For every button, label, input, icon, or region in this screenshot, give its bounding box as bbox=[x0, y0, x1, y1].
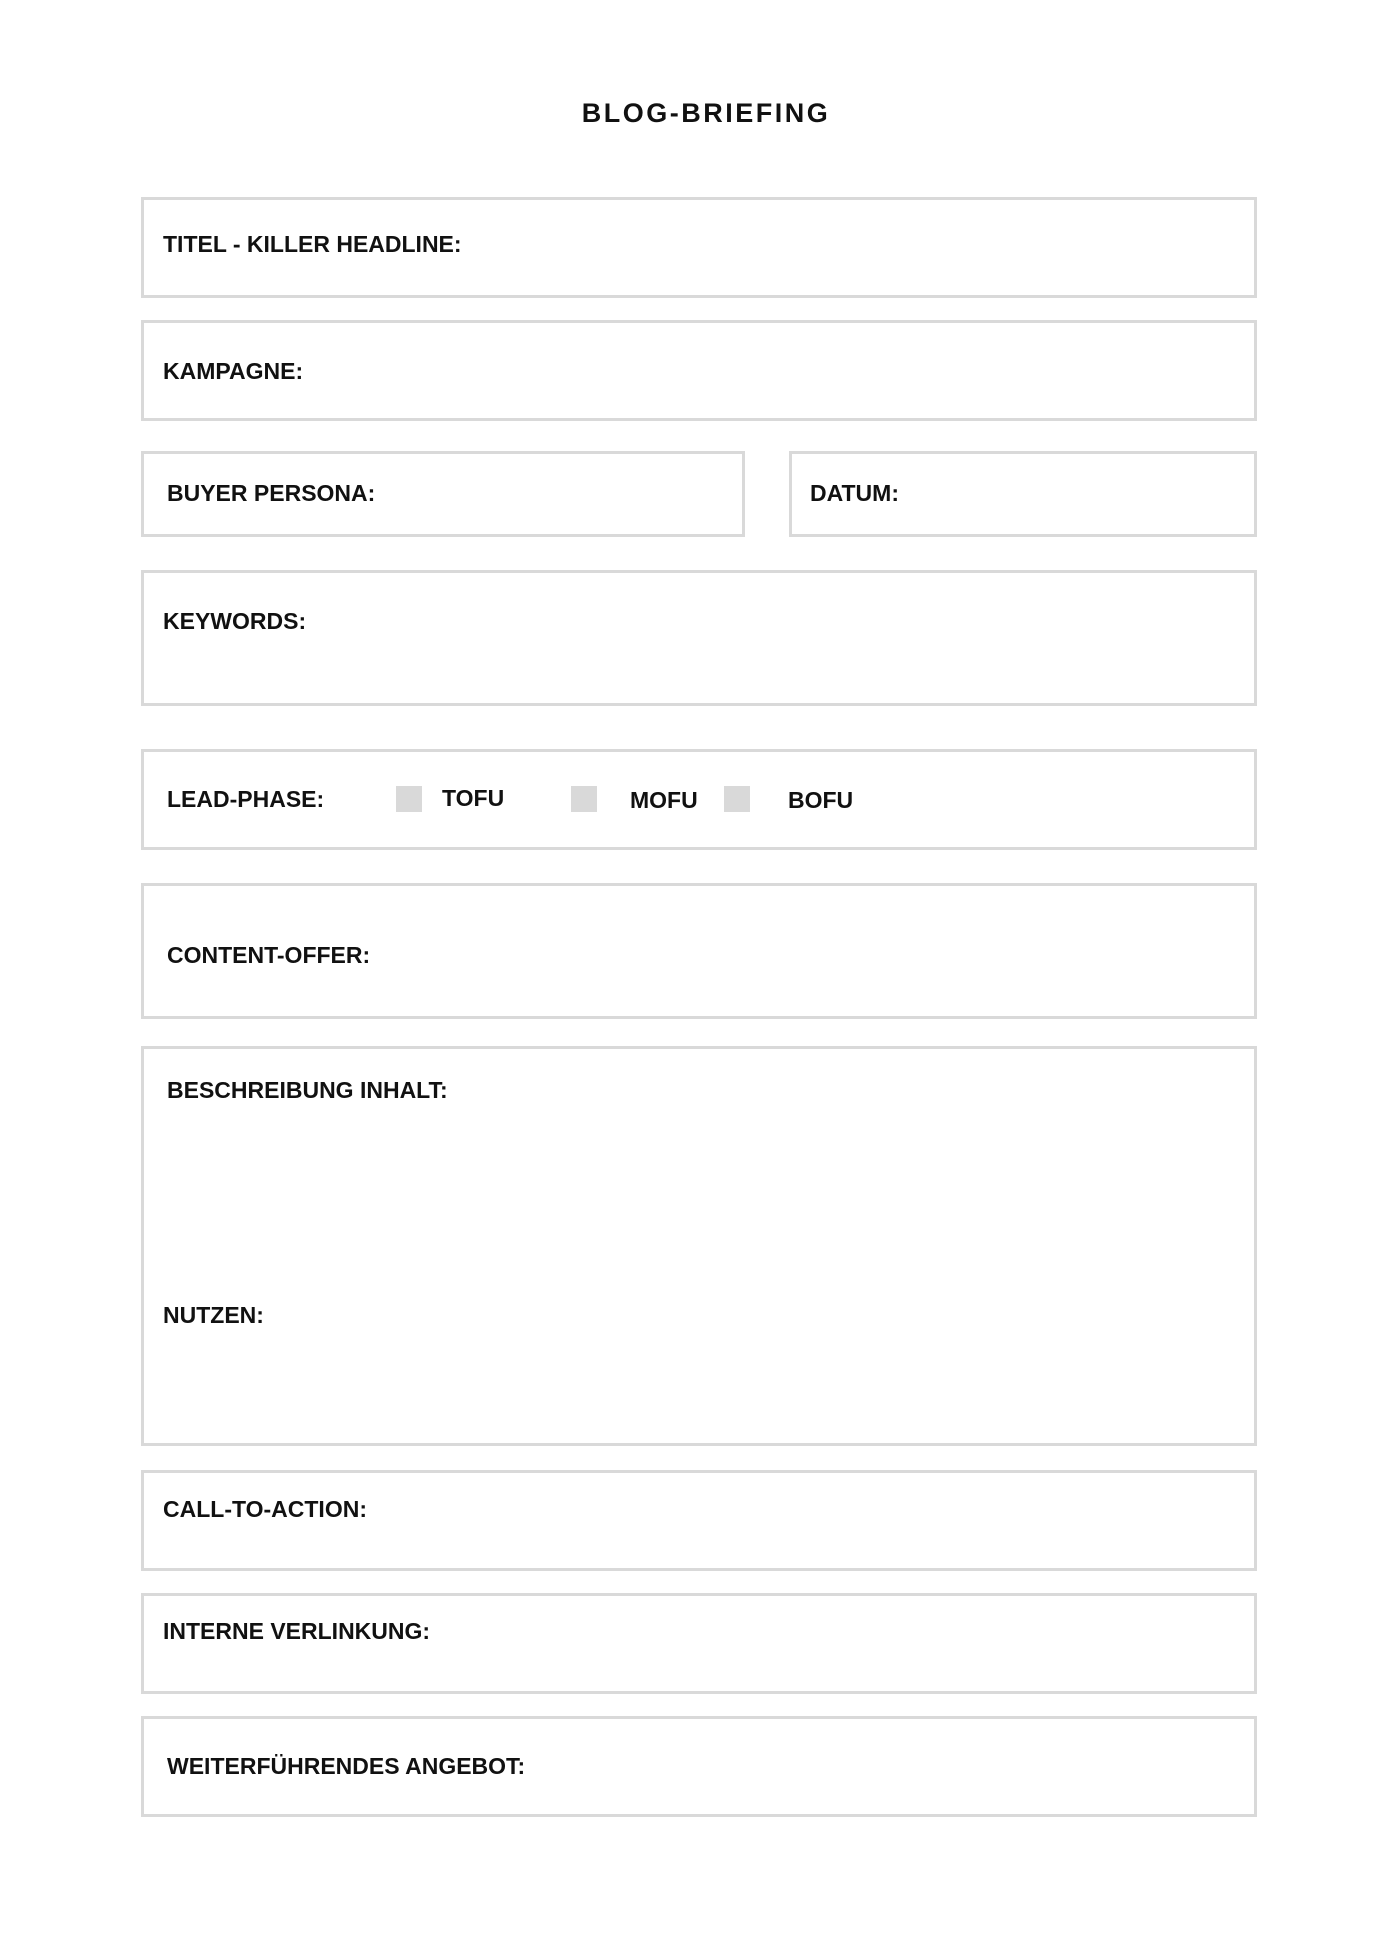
tofu-label: TOFU bbox=[442, 785, 505, 811]
datum-label: DATUM: bbox=[810, 480, 899, 506]
lead-phase-label: LEAD-PHASE: bbox=[167, 786, 325, 812]
weiterfuehrendes-angebot-label: WEITERFÜHRENDES ANGEBOT: bbox=[167, 1753, 526, 1779]
mofu-label: MOFU bbox=[630, 787, 698, 813]
mofu-checkbox[interactable] bbox=[571, 786, 597, 812]
content-offer-label: CONTENT-OFFER: bbox=[167, 942, 371, 968]
beschreibung-field[interactable] bbox=[141, 1046, 1257, 1446]
tofu-checkbox[interactable] bbox=[396, 786, 422, 812]
keywords-field[interactable] bbox=[141, 570, 1257, 706]
bofu-label: BOFU bbox=[788, 787, 854, 813]
call-to-action-label: CALL-TO-ACTION: bbox=[163, 1496, 367, 1522]
bofu-checkbox[interactable] bbox=[724, 786, 750, 812]
kampagne-field[interactable] bbox=[141, 320, 1257, 421]
page-title: BLOG-BRIEFING bbox=[581, 98, 831, 128]
interne-verlinkung-label: INTERNE VERLINKUNG: bbox=[163, 1618, 431, 1644]
keywords-label: KEYWORDS: bbox=[163, 608, 307, 634]
buyer-persona-label: BUYER PERSONA: bbox=[167, 480, 376, 506]
titel-label: TITEL - KILLER HEADLINE: bbox=[163, 231, 462, 257]
kampagne-label: KAMPAGNE: bbox=[163, 358, 304, 384]
nutzen-label: NUTZEN: bbox=[163, 1302, 264, 1328]
beschreibung-inhalt-label: BESCHREIBUNG INHALT: bbox=[167, 1077, 448, 1103]
